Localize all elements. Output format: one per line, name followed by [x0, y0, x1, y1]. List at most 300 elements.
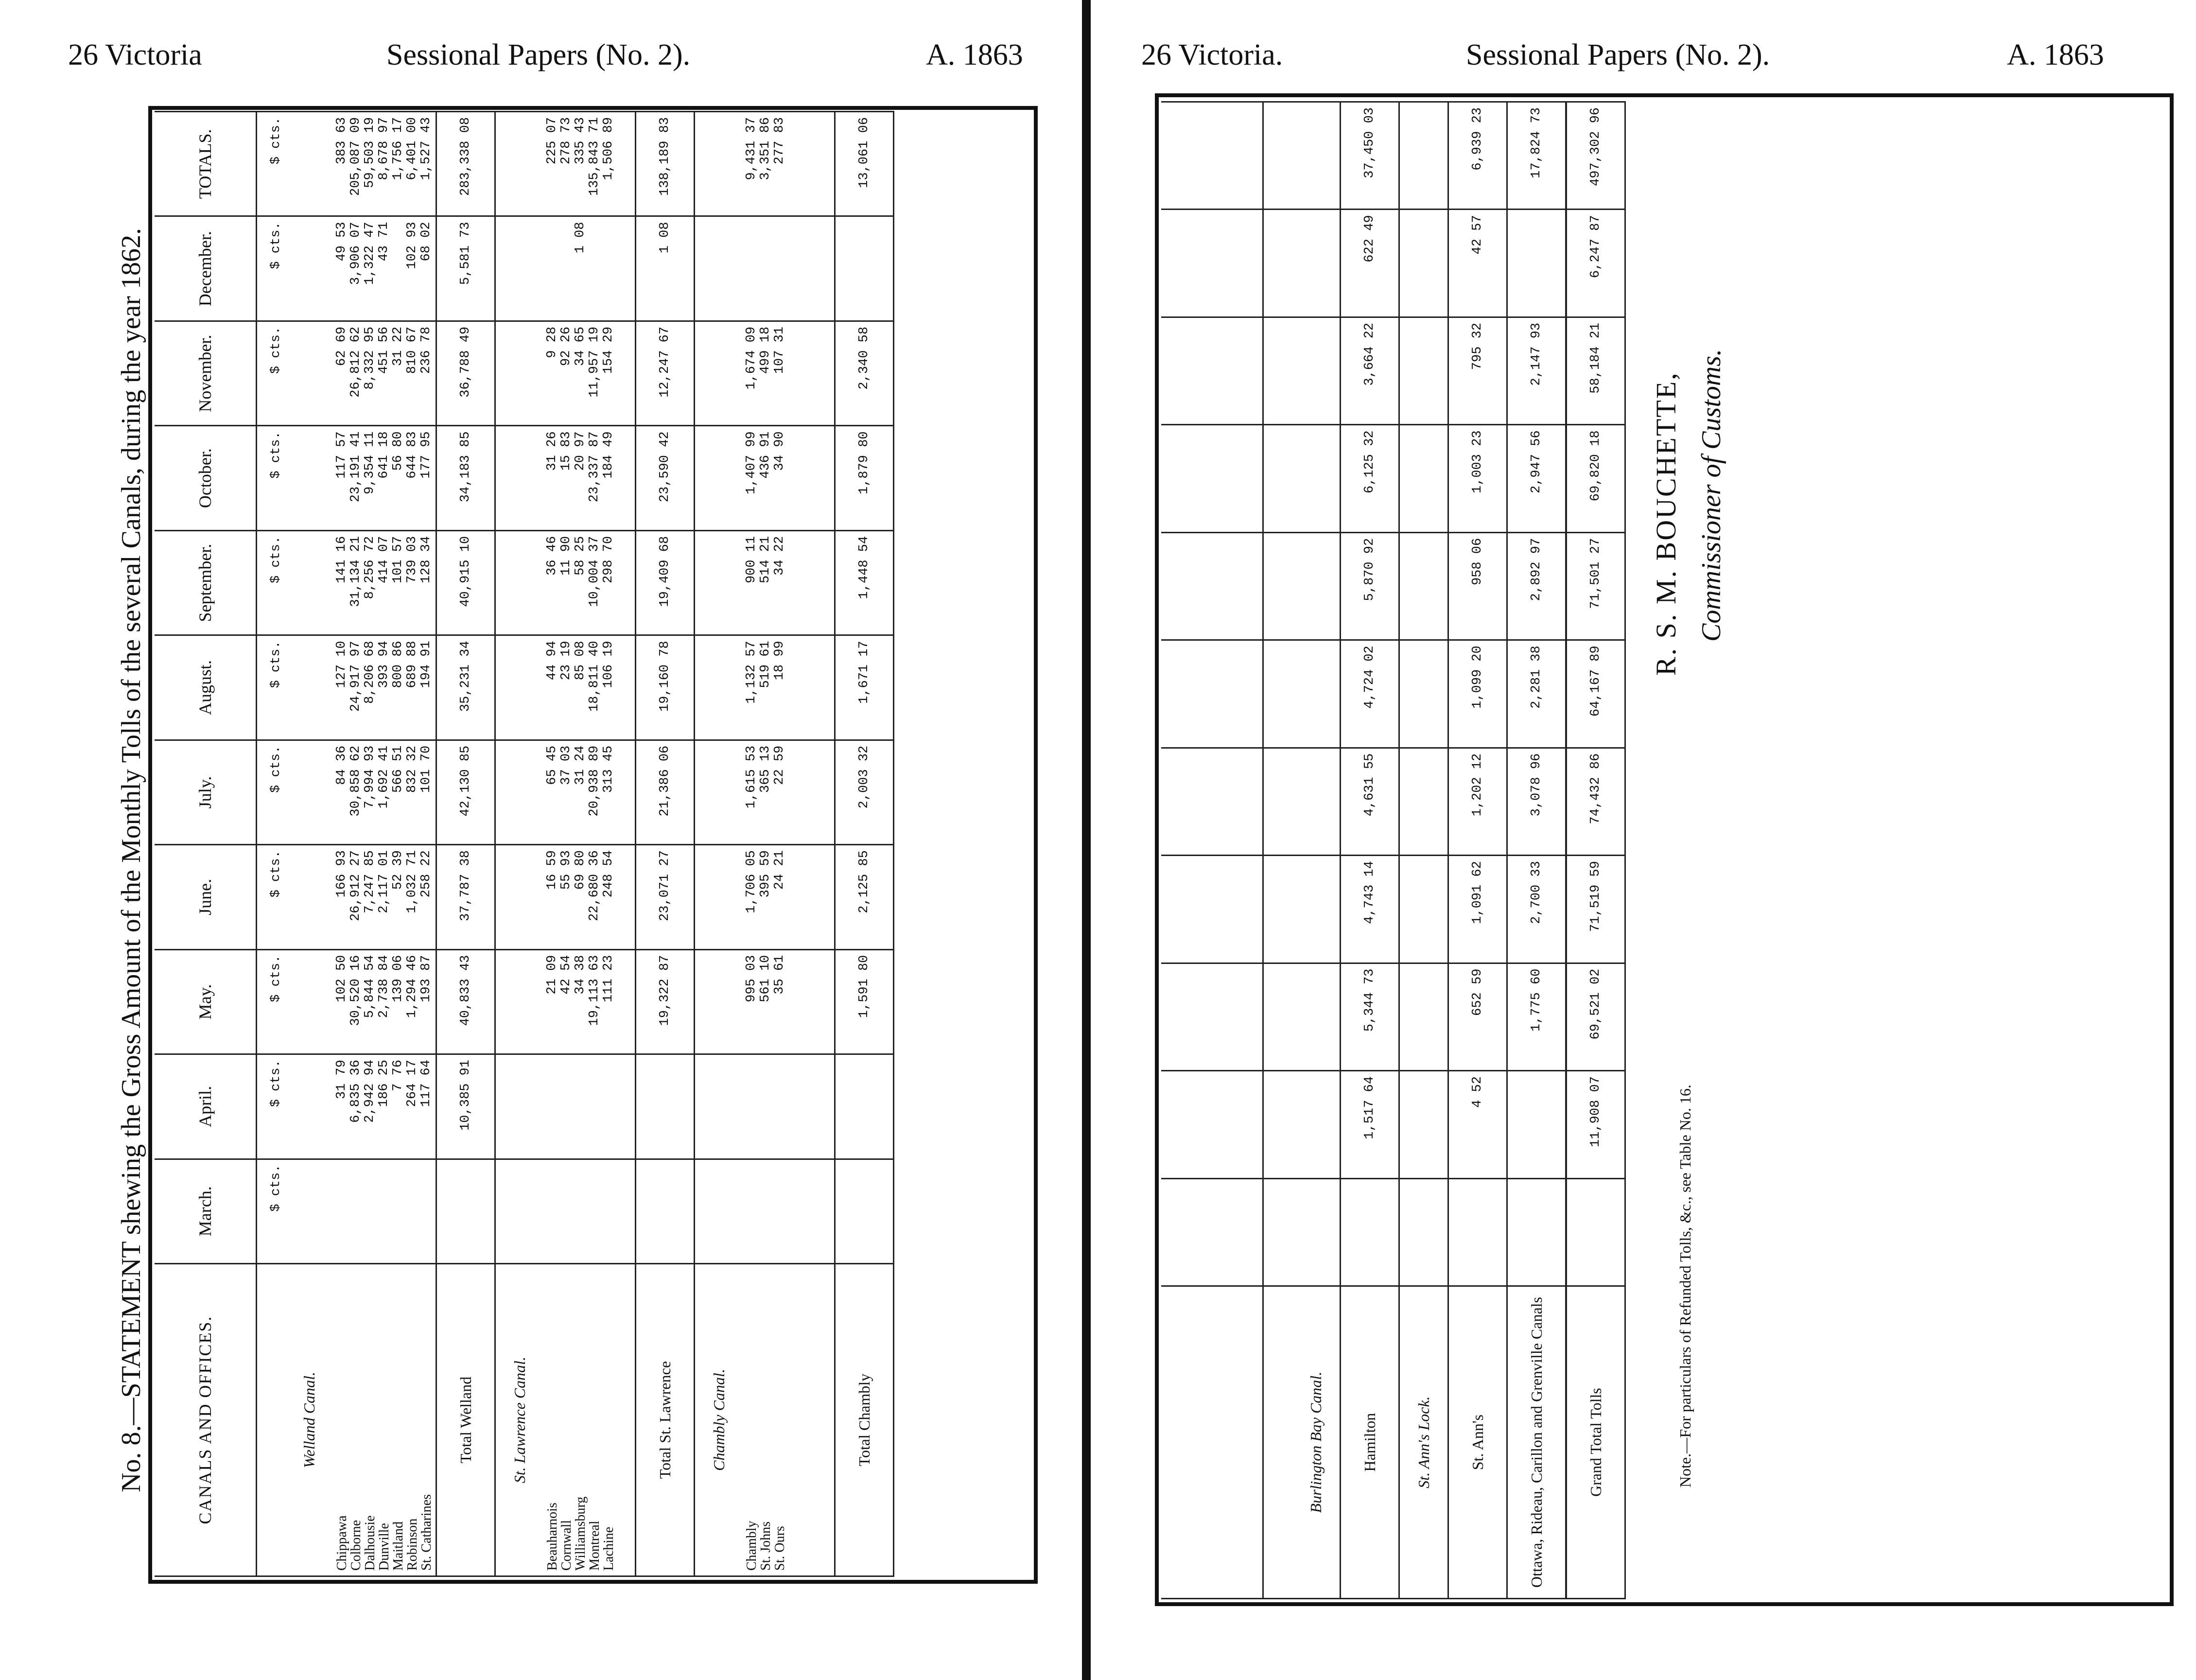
row-label: Total Welland — [436, 1264, 495, 1576]
table-cell: 900 11 — [744, 536, 759, 584]
empty-cell — [1399, 1071, 1448, 1178]
empty-cell — [285, 216, 333, 321]
table-cell: 514 21 — [758, 536, 773, 584]
table-cell: 52 39 — [391, 850, 405, 890]
table-cell: 995 03 — [744, 955, 759, 1002]
table-cell: 3,351 86 — [758, 117, 773, 180]
table-cell: 19,409 68 — [636, 530, 695, 635]
empty-cell — [1292, 532, 1341, 640]
office-name: Lachine — [601, 1526, 616, 1571]
month-column — [543, 635, 636, 740]
table-cell: 23,590 42 — [636, 426, 695, 530]
office-name: Montreal — [587, 1521, 602, 1571]
row-label: Grand Total Tolls — [1566, 1286, 1625, 1599]
unit-label: $ cts. — [257, 321, 286, 425]
month-column — [333, 1159, 436, 1263]
office-name: Chambly — [744, 1521, 759, 1571]
office-name: Williamsburg — [573, 1496, 588, 1571]
table-cell: 1,517 64 — [1341, 1071, 1399, 1178]
table-cell: 1,322 47 — [363, 222, 377, 285]
table-cell: 58 25 — [573, 536, 588, 576]
table-cell — [773, 1165, 787, 1258]
empty-cell — [285, 635, 333, 740]
table-cell: 42 54 — [559, 955, 574, 995]
month-column — [743, 1159, 835, 1263]
table-cell: 11,908 07 — [1566, 1071, 1625, 1178]
table-cell: 186 25 — [377, 1060, 391, 1107]
empty-cell — [285, 1159, 333, 1263]
table-cell: 236 78 — [419, 326, 434, 374]
table-cell — [636, 1159, 695, 1263]
table-cell: 102 93 — [405, 222, 419, 269]
empty-cell — [285, 740, 333, 844]
table-cell — [377, 1165, 391, 1258]
table-cell: 154 29 — [601, 326, 616, 374]
table-cell: 1,294 46 — [405, 955, 419, 1018]
empty-cell — [695, 530, 743, 635]
table-cell: 21 09 — [545, 955, 559, 995]
table-cell: 1,879 80 — [835, 426, 894, 530]
grand-total-row — [1566, 102, 1625, 1599]
table-cell: 7,247 85 — [363, 850, 377, 913]
month-column — [333, 426, 436, 530]
section-title: Chambly Canal. — [695, 1264, 743, 1576]
table-cell: 7 76 — [391, 1060, 405, 1091]
table-cell: 59,503 19 — [363, 117, 377, 188]
table-cell: 18 99 — [772, 641, 787, 681]
month-column — [543, 740, 636, 844]
empty-cell — [285, 845, 333, 949]
empty-cell — [1292, 317, 1341, 424]
row-label: St. Ann's — [1448, 1286, 1507, 1599]
total-row — [835, 112, 894, 1576]
empty-cell — [495, 635, 544, 740]
table-cell: 42 57 — [1448, 210, 1507, 317]
table-cell — [419, 1165, 434, 1258]
table-cell: 5,344 73 — [1341, 963, 1399, 1070]
table-cell: 56 80 — [391, 431, 405, 471]
table-cell: 1,407 99 — [744, 431, 759, 494]
table-cell: 810 67 — [405, 326, 419, 374]
empty-cell — [695, 216, 743, 321]
table-cell — [1507, 210, 1567, 317]
month-column — [543, 426, 636, 530]
table-cell: 102 50 — [334, 955, 349, 1002]
empty-cell — [1399, 640, 1448, 748]
signature-name: R. S. M. BOUCHETTE, — [1650, 371, 1682, 676]
table-cell — [545, 222, 559, 315]
table-cell: 19,113 63 — [587, 955, 602, 1026]
empty-cell — [495, 321, 544, 425]
empty-cell — [1292, 1178, 1341, 1286]
table-cell: 436 91 — [758, 431, 773, 479]
table-cell: 194 91 — [419, 641, 434, 688]
table-cell — [759, 1165, 773, 1258]
table-cell: 43 71 — [377, 222, 391, 262]
table-cell: 34 65 — [573, 326, 588, 366]
table-cell: 1,706 05 — [744, 850, 759, 913]
table-cell: 258 22 — [419, 850, 434, 898]
empty-cell — [1399, 317, 1448, 424]
table-cell — [436, 1159, 495, 1263]
row-label: Hamilton — [1341, 1286, 1399, 1599]
table-cell: 2,340 58 — [835, 321, 894, 425]
table-cell: 127 10 — [334, 641, 349, 688]
table-cell: 35,231 34 — [436, 635, 495, 740]
office-name: Robinson — [405, 1518, 420, 1571]
table-cell: 128 34 — [419, 536, 434, 584]
table-cell: 138,189 83 — [636, 112, 695, 216]
table-cell: 68 02 — [419, 222, 434, 262]
left-table — [155, 111, 1032, 1577]
table-cell: 6,835 36 — [349, 1060, 363, 1123]
table-cell — [574, 1165, 588, 1258]
table-cell: 1,674 09 — [744, 326, 759, 390]
table-cell: 19,160 78 — [636, 635, 695, 740]
table-cell — [1566, 1178, 1625, 1286]
table-cell: 31 26 — [545, 431, 559, 471]
column-header: July. — [155, 740, 257, 844]
empty-cell — [1399, 856, 1448, 963]
column-header: March. — [155, 1159, 257, 1263]
table-cell: 107 31 — [772, 326, 787, 374]
table-cell: 24 21 — [772, 850, 787, 890]
table-cell: 36,788 49 — [436, 321, 495, 425]
table-cell: 26,912 27 — [349, 850, 363, 922]
empty-cell — [285, 530, 333, 635]
empty-cell — [1399, 532, 1448, 640]
table-cell: 15 83 — [559, 431, 574, 471]
empty-cell — [495, 112, 544, 216]
month-column — [333, 949, 436, 1054]
empty-cell — [1399, 748, 1448, 855]
unit-label: $ cts. — [257, 845, 286, 949]
hamilton-row — [1341, 102, 1399, 1599]
table-cell: 689 88 — [405, 641, 419, 688]
office-names — [743, 1264, 835, 1576]
table-cell: 4,743 14 — [1341, 856, 1399, 963]
section-row — [1399, 102, 1448, 1599]
table-cell: 2,700 33 — [1507, 856, 1567, 963]
empty-cell — [495, 1054, 544, 1159]
table-cell: 2,117 01 — [377, 850, 391, 913]
unit-label: $ cts. — [257, 426, 286, 530]
month-column — [543, 1054, 636, 1159]
table-cell: 4,631 55 — [1341, 748, 1399, 855]
table-cell: 23,191 41 — [349, 431, 363, 503]
table-cell: 800 86 — [391, 641, 405, 688]
table-cell: 10,385 91 — [436, 1054, 495, 1159]
table-cell: 2,125 85 — [835, 845, 894, 949]
table-cell — [602, 1165, 616, 1258]
table-cell: 36 46 — [545, 536, 559, 576]
table-cell: 117 57 — [334, 431, 349, 479]
table-cell — [636, 1054, 695, 1159]
empty-cell — [1292, 748, 1341, 855]
unit-label: $ cts. — [257, 1054, 286, 1159]
statement-table-right — [1161, 101, 1626, 1599]
table-cell: 1,692 41 — [377, 745, 391, 809]
office-name: Beauharnois — [545, 1503, 560, 1571]
empty-cell — [1292, 102, 1341, 210]
table-cell — [745, 222, 759, 315]
month-column — [333, 530, 436, 635]
month-column — [543, 845, 636, 949]
table-cell: 2,942 94 — [363, 1060, 377, 1123]
office-name: Colborne — [349, 1520, 364, 1571]
empty-cell — [695, 112, 743, 216]
table-cell: 5,870 92 — [1341, 532, 1399, 640]
section-row — [695, 112, 743, 1576]
footnote: Note.—For particulars of Refunded Tolls, &c., see Table No. 16. — [1676, 1085, 1694, 1488]
table-cell: 832 32 — [405, 745, 419, 793]
table-cell: 20 97 — [573, 431, 588, 471]
table-cell: 1 08 — [573, 222, 588, 254]
table-cell: 393 94 — [377, 641, 391, 688]
column-header: October. — [155, 426, 257, 530]
table-cell — [391, 222, 405, 315]
right-header-right: A. 1863 — [2007, 38, 2104, 71]
table-cell — [559, 1165, 574, 1258]
empty-cell — [1399, 102, 1448, 210]
table-cell: 34,183 85 — [436, 426, 495, 530]
section-row — [1292, 102, 1341, 1599]
table-cell: 16 59 — [545, 850, 559, 890]
left-page — [0, 0, 1082, 1680]
table-cell — [602, 1060, 616, 1153]
table-cell: 3,078 96 — [1507, 748, 1567, 855]
empty-cell — [695, 1054, 743, 1159]
table-cell: 9 28 — [545, 326, 559, 358]
table-cell — [759, 222, 773, 315]
office-name: St. Ours — [772, 1526, 787, 1571]
table-cell: 1,527 43 — [419, 117, 434, 180]
month-column — [743, 845, 835, 949]
office-name: Chippawa — [334, 1515, 349, 1571]
table-cell: 13,061 06 — [835, 112, 894, 216]
section-row — [285, 112, 333, 1576]
table-cell: 3,906 07 — [349, 222, 363, 285]
table-cell: 652 59 — [1448, 963, 1507, 1070]
table-cell: 65 45 — [545, 745, 559, 785]
empty-cell — [1292, 210, 1341, 317]
table-cell: 3,664 22 — [1341, 317, 1399, 424]
table-cell: 92 26 — [559, 326, 574, 366]
table-cell: 37,787 38 — [436, 845, 495, 949]
table-cell: 10,004 37 — [587, 536, 602, 607]
table-cell: 21,386 06 — [636, 740, 695, 844]
table-cell: 12,247 67 — [636, 321, 695, 425]
table-cell: 31 79 — [334, 1060, 349, 1100]
table-cell: 23 19 — [559, 641, 574, 681]
table-cell: 184 49 — [601, 431, 616, 479]
units-row — [257, 112, 286, 1576]
table-cell: 519 61 — [758, 641, 773, 688]
table-cell: 2,147 93 — [1507, 317, 1567, 424]
month-column — [543, 530, 636, 635]
table-cell: 1,091 62 — [1448, 856, 1507, 963]
office-names — [333, 1264, 436, 1576]
table-cell: 5,844 54 — [363, 955, 377, 1018]
table-cell: 499 18 — [758, 326, 773, 374]
table-cell — [773, 222, 787, 315]
table-cell: 1,775 60 — [1507, 963, 1567, 1070]
table-cell: 40,833 43 — [436, 949, 495, 1054]
table-cell — [745, 1060, 759, 1153]
table-cell: 24,917 97 — [349, 641, 363, 712]
empty-cell — [495, 1159, 544, 1263]
table-cell: 35 61 — [772, 955, 787, 995]
table-cell — [1507, 1178, 1567, 1286]
table-cell: 84 36 — [334, 745, 349, 785]
empty-cell — [695, 426, 743, 530]
right-table — [1161, 101, 1652, 1599]
month-column — [543, 321, 636, 425]
table-cell — [745, 1165, 759, 1258]
table-cell: 20,938 89 — [587, 745, 602, 817]
unit-label — [257, 1264, 286, 1576]
table-cell — [602, 222, 616, 315]
table-cell: 166 93 — [334, 850, 349, 898]
table-cell — [588, 1165, 602, 1258]
table-cell: 26,812 62 — [349, 326, 363, 398]
month-column — [743, 216, 835, 321]
st-anns-row — [1448, 102, 1507, 1599]
table-cell: 34 22 — [772, 536, 787, 576]
table-cell — [773, 1060, 787, 1153]
month-column — [543, 216, 636, 321]
table-cell — [759, 1060, 773, 1153]
office-name: Dunville — [377, 1523, 392, 1571]
row-label: Ottawa, Rideau, Carillon and Grenville Canals — [1507, 1286, 1567, 1599]
column-header: September. — [155, 530, 257, 635]
table-cell: 795 32 — [1448, 317, 1507, 424]
empty-cell — [495, 845, 544, 949]
column-header: August. — [155, 635, 257, 740]
table-cell: 622 49 — [1341, 210, 1399, 317]
table-cell: 37 03 — [559, 745, 574, 785]
table-cell: 561 10 — [758, 955, 773, 1002]
table-cell: 7,994 93 — [363, 745, 377, 809]
table-cell — [545, 1165, 559, 1258]
table-cell: 1,756 17 — [391, 117, 405, 180]
month-column — [333, 635, 436, 740]
table-cell: 117 64 — [419, 1060, 434, 1107]
table-cell: 111 23 — [601, 955, 616, 1002]
section-title: Burlington Bay Canal. — [1292, 1286, 1341, 1599]
table-cell: 22,680 36 — [587, 850, 602, 922]
table-cell: 225 07 — [545, 117, 559, 165]
table-cell: 62 69 — [334, 326, 349, 366]
left-header-left: 26 Victoria — [68, 38, 202, 71]
table-cell — [349, 1165, 363, 1258]
office-name: St. Catharines — [419, 1494, 434, 1571]
table-cell: 6,247 87 — [1566, 210, 1625, 317]
table-cell: 18,811 40 — [587, 641, 602, 712]
month-column — [333, 321, 436, 425]
left-header-right: A. 1863 — [926, 38, 1023, 71]
table-cell: 135,843 71 — [587, 117, 602, 196]
table-cell: 106 19 — [601, 641, 616, 688]
table-cell: 283,338 08 — [436, 112, 495, 216]
table-cell: 298 70 — [601, 536, 616, 584]
table-cell: 74,432 86 — [1566, 748, 1625, 855]
section-title: St. Ann's Lock. — [1399, 1286, 1448, 1599]
table-cell: 23,071 27 — [636, 845, 695, 949]
office-name: Cornwall — [559, 1520, 574, 1571]
unit-label: $ cts. — [257, 1159, 286, 1263]
table-cell: 31 22 — [391, 326, 405, 366]
table-cell: 49 53 — [334, 222, 349, 262]
table-cell: 34 90 — [772, 431, 787, 471]
table-cell: 644 83 — [405, 431, 419, 479]
table-cell: 5,581 73 — [436, 216, 495, 321]
empty-cell — [1292, 640, 1341, 748]
table-cell — [405, 1165, 419, 1258]
table-cell — [1341, 1178, 1399, 1286]
column-header: CANALS AND OFFICES. — [155, 1264, 257, 1576]
office-name: Dalhousie — [363, 1515, 378, 1571]
table-cell: 497,302 96 — [1566, 102, 1625, 210]
table-cell: 30,858 62 — [349, 745, 363, 817]
table-cell: 1 08 — [636, 216, 695, 321]
month-column — [333, 112, 436, 216]
table-cell: 2,281 38 — [1507, 640, 1567, 748]
table-cell: 23,337 87 — [587, 431, 602, 503]
office-rows — [743, 112, 835, 1576]
table-cell: 566 51 — [391, 745, 405, 793]
empty-cell — [285, 426, 333, 530]
table-cell: 1,202 12 — [1448, 748, 1507, 855]
office-name: Maitland — [391, 1521, 406, 1571]
table-cell: 8,256 72 — [363, 536, 377, 599]
ottawa-row — [1507, 102, 1567, 1599]
table-cell — [1507, 1071, 1567, 1178]
empty-cell — [1399, 425, 1448, 532]
table-cell: 58,184 21 — [1566, 317, 1625, 424]
column-header: TOTALS. — [155, 112, 257, 216]
table-cell — [335, 1165, 349, 1258]
table-cell: 34 38 — [573, 955, 588, 995]
column-header: November. — [155, 321, 257, 425]
table-cell: 277 83 — [772, 117, 787, 165]
table-cell: 958 06 — [1448, 532, 1507, 640]
table-cell: 37,450 03 — [1341, 102, 1399, 210]
table-cell: 42,130 85 — [436, 740, 495, 844]
table-cell: 2,738 84 — [377, 955, 391, 1018]
table-cell: 40,915 10 — [436, 530, 495, 635]
empty-cell — [495, 949, 544, 1054]
table-cell: 248 54 — [601, 850, 616, 898]
empty-cell — [285, 1054, 333, 1159]
table-cell: 31 24 — [573, 745, 588, 785]
right-page — [1091, 0, 2196, 1680]
table-cell: 4 52 — [1448, 1071, 1507, 1178]
table-cell: 1,671 17 — [835, 635, 894, 740]
month-column — [543, 1159, 636, 1263]
table-cell — [574, 1060, 588, 1153]
table-cell: 101 57 — [391, 536, 405, 584]
column-header: June. — [155, 845, 257, 949]
table-cell: 1,591 80 — [835, 949, 894, 1054]
table-cell: 4,724 02 — [1341, 640, 1399, 748]
unit-label: $ cts. — [257, 740, 286, 844]
month-column — [743, 426, 835, 530]
statement-title: No. 8.—STATEMENT shewing the Gross Amount of the Monthly Tolls of the several Canals, during the year 1862. — [116, 228, 146, 1492]
signature-title: Commissioner of Customs. — [1696, 349, 1726, 642]
table-cell: 30,520 16 — [349, 955, 363, 1026]
empty-cell — [695, 321, 743, 425]
